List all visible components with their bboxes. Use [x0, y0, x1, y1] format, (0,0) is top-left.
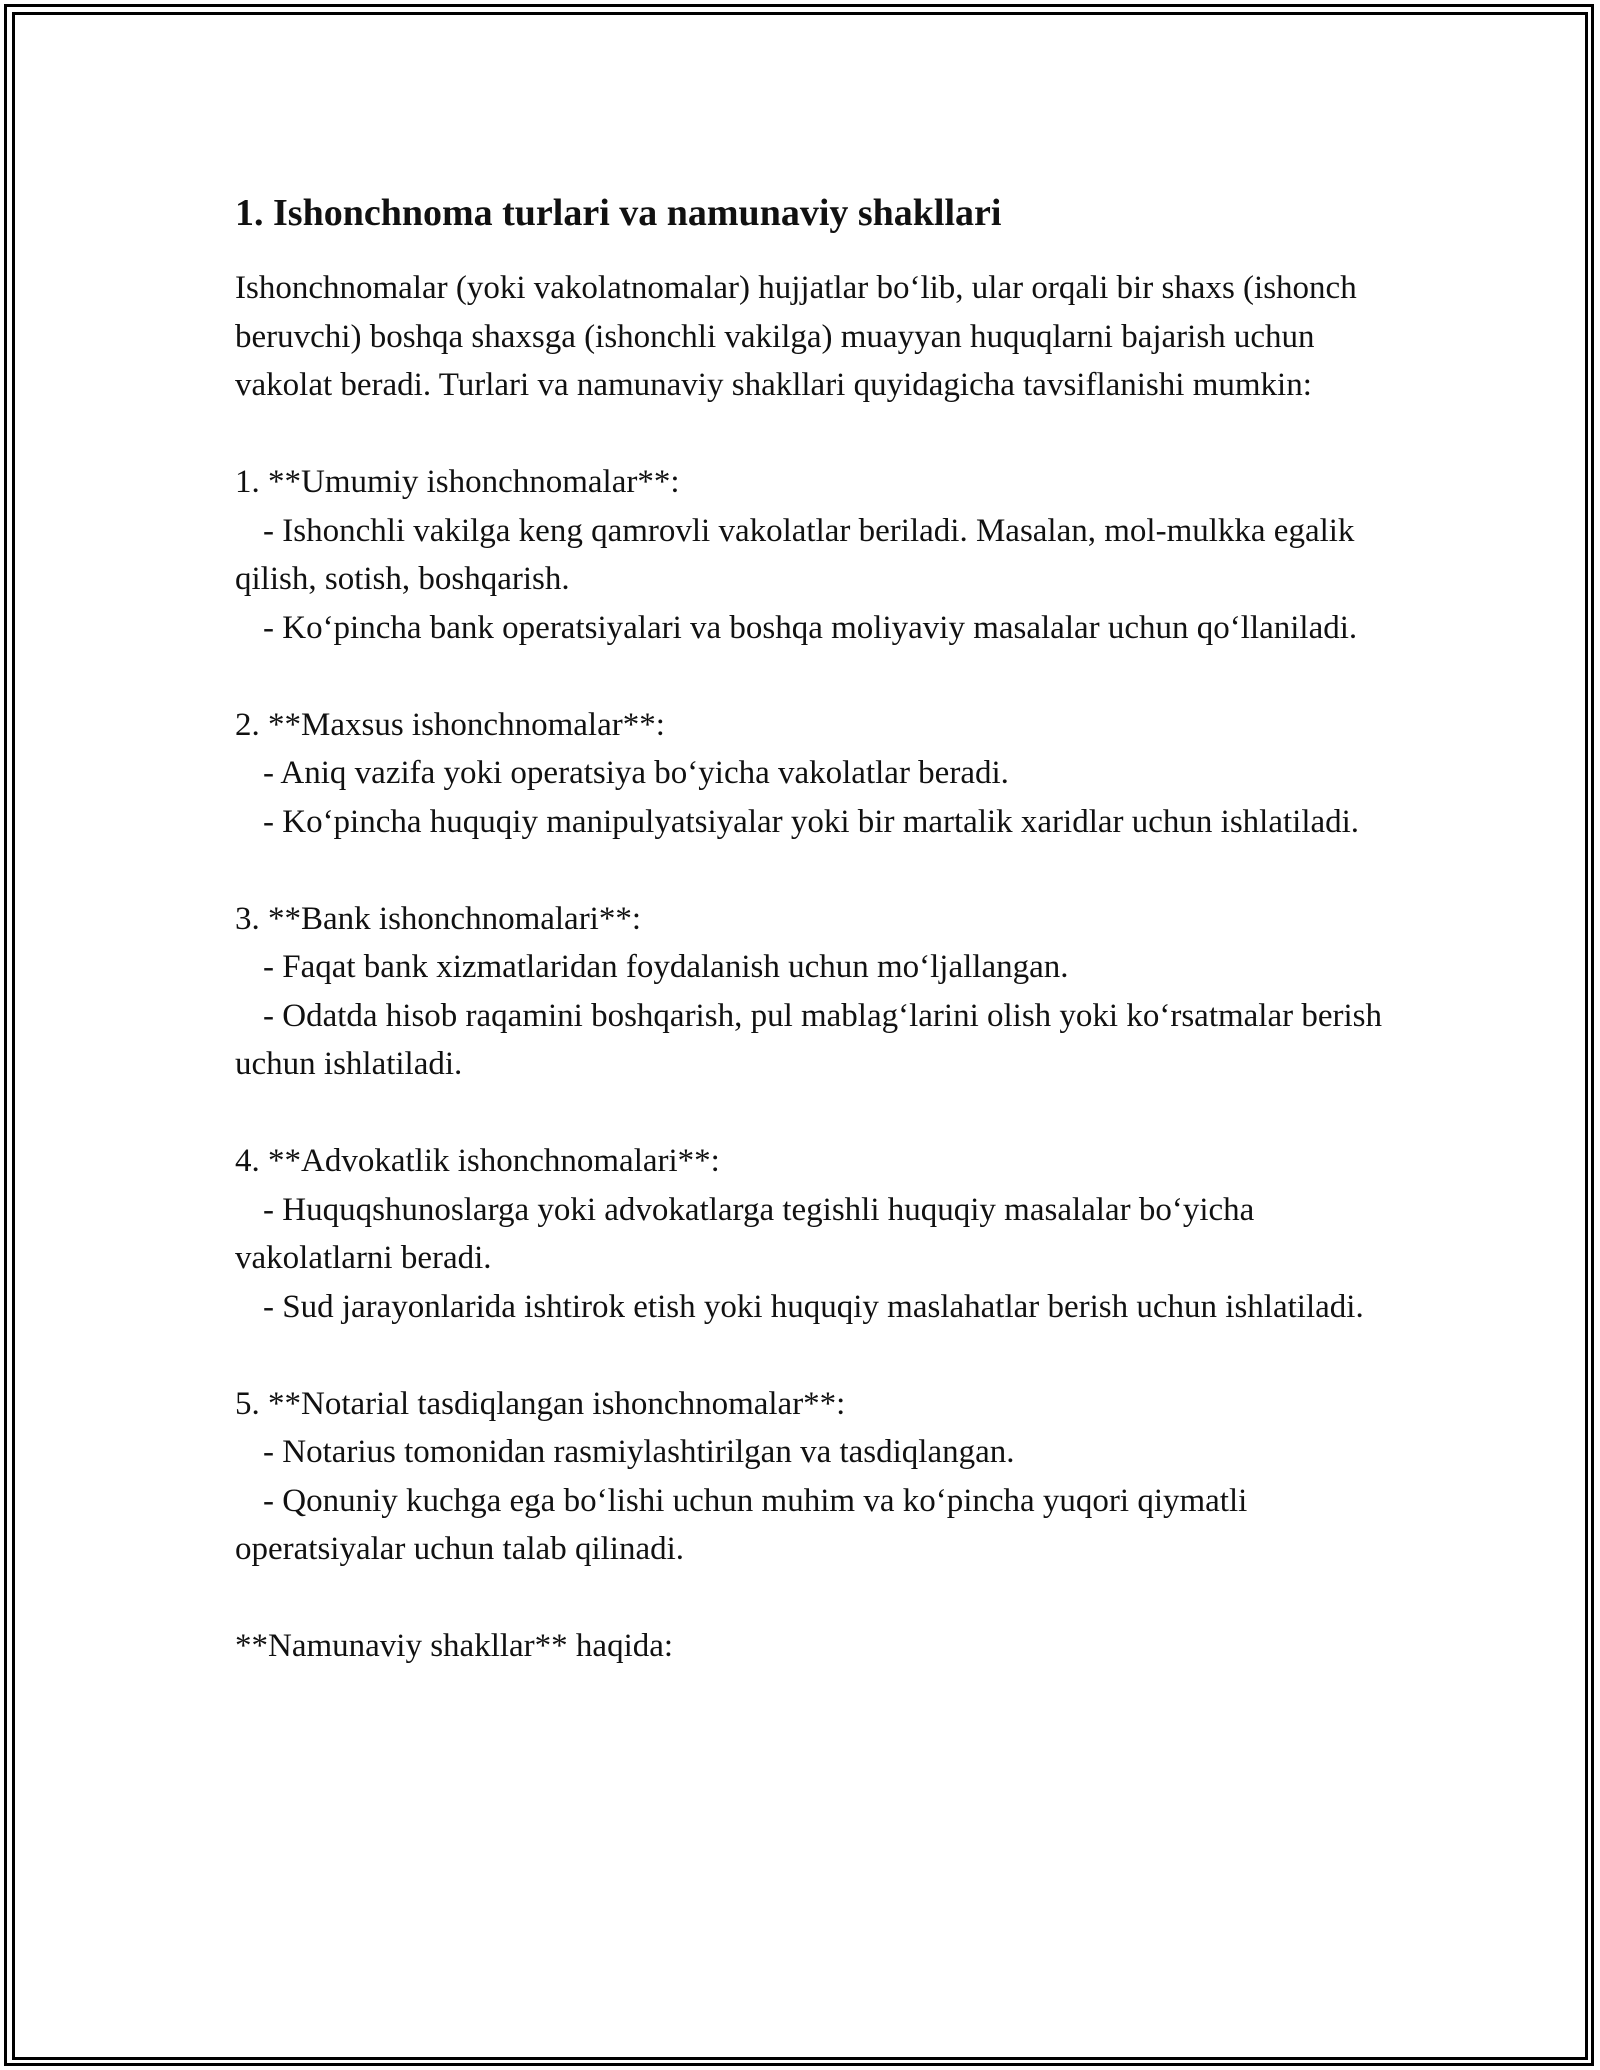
section-maxsus	[235, 701, 1385, 847]
section-umumiy	[235, 458, 1385, 652]
section-heading: 5. **Notarial tasdiqlangan ishonchnomalar**:	[235, 1385, 846, 1422]
section-heading: 2. **Maxsus ishonchnomalar**:	[235, 706, 665, 743]
document-body	[235, 188, 1385, 1671]
section-notarial	[235, 1380, 1385, 1574]
list-item: - Ko‘pincha huquqiy manipulyatsiyalar yoki bir martalik xaridlar uchun ishlatiladi.	[263, 803, 1360, 840]
document-title: 1. Ishonchnoma turlari va namunaviy shakllari	[235, 192, 1002, 234]
section-heading: 3. **Bank ishonchnomalari**:	[235, 900, 642, 937]
list-item: - Odatda hisob raqamini boshqarish, pul mablag‘larini olish yoki ko‘rsatmalar berish uchun ishlatiladi.	[235, 997, 1383, 1082]
list-item: - Ishonchli vakilga keng qamrovli vakolatlar beriladi. Masalan, mol-mulkka egalik qilish, sotish, boshqarish.	[235, 512, 1355, 597]
section-heading: 1. **Umumiy ishonchnomalar**:	[235, 464, 680, 500]
section-bank	[235, 895, 1385, 1089]
closing-line: **Namunaviy shakllar** haqida:	[235, 1628, 674, 1664]
intro-paragraph: Ishonchnomalar (yoki vakolatnomalar) hujjatlar bo‘lib, ular orqali bir shaxs (ishonch beruvchi) boshqa shaxsga (ishonchli vakilga) muayyan huquqlarni bajarish uchun vakolat beradi. Turlari va namunaviy shakllari quyidagicha tavsiflanishi mumkin:	[235, 270, 1357, 403]
list-item: - Qonuniy kuchga ega bo‘lishi uchun muhim va ko‘pincha yuqori qiymatli operatsiyalar uchun talab qilinadi.	[235, 1482, 1248, 1567]
list-item: - Notarius tomonidan rasmiylashtirilgan va tasdiqlangan.	[263, 1434, 1015, 1470]
list-item: - Huquqshunoslarga yoki advokatlarga tegishli huquqiy masalalar bo‘yicha vakolatlarni beradi.	[235, 1191, 1255, 1276]
list-item: - Sud jarayonlarida ishtirok etish yoki huquqiy maslahatlar berish uchun ishlatiladi.	[263, 1288, 1364, 1325]
list-item: - Faqat bank xizmatlaridan foydalanish uchun mo‘ljallangan.	[263, 949, 1069, 985]
section-heading: 4. **Advokatlik ishonchnomalari**:	[235, 1143, 720, 1179]
list-item: - Ko‘pincha bank operatsiyalari va boshqa moliyaviy masalalar uchun qo‘llaniladi.	[263, 609, 1358, 646]
list-item: - Aniq vazifa yoki operatsiya bo‘yicha vakolatlar beradi.	[263, 755, 1009, 791]
section-advokatlik	[235, 1137, 1385, 1331]
